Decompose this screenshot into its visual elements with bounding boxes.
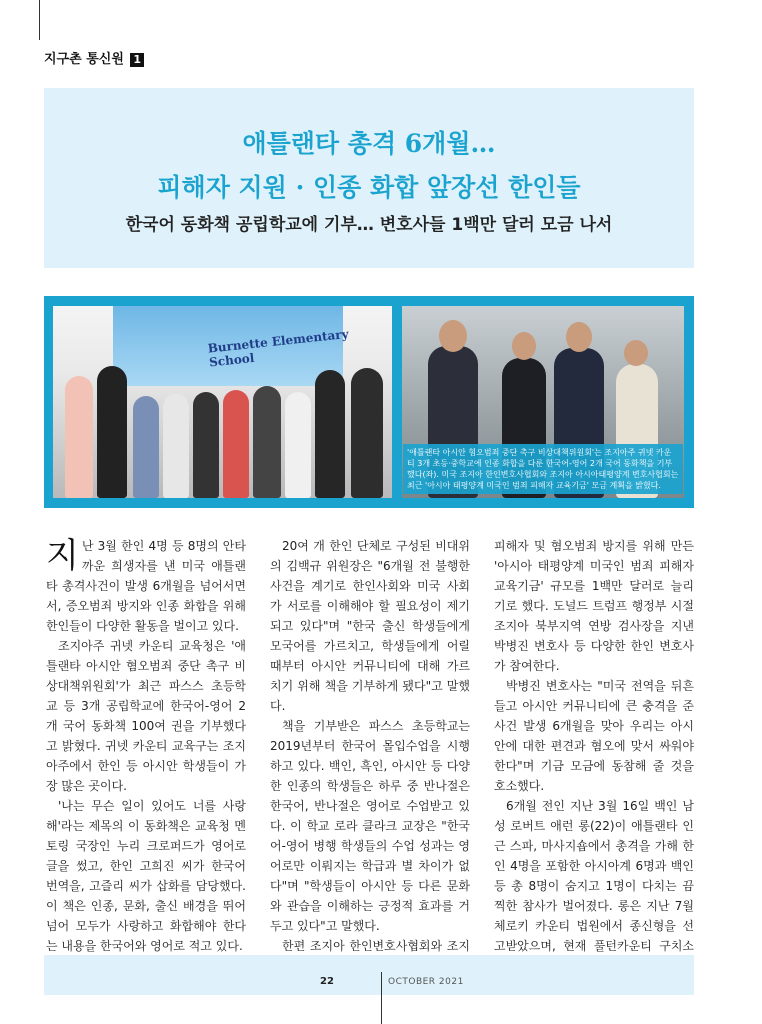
person-head (624, 340, 648, 366)
article-column-2 (270, 536, 470, 996)
person-figure (65, 376, 93, 498)
school-banner: Burnette Elementary School (207, 326, 350, 370)
photo-frame (44, 296, 694, 508)
footer-rule (381, 972, 382, 1024)
lawyers-photo (402, 306, 684, 498)
person-head (566, 322, 592, 352)
section-label-text: 지구촌 통신원 (44, 52, 124, 67)
paragraph: '나는 무슨 일이 있어도 너를 사랑해'라는 제목의 이 동화책은 교육청 멘토링 국장인 누리 크로퍼드가 영어로 글을 썼고, 한인 고희진 씨가 한국어 번역을, 고즐리 씨가 삽화를 담당했다. 이 책은 인종, 문화, 출신 배경을 뛰어넘어 모두가 사랑하고 화합해야 한다는 내용을 한국어와 영어로 적고 있다. (46, 799, 246, 953)
person-figure (163, 394, 189, 498)
person-head (439, 320, 467, 352)
paragraph: 책을 기부받은 파스스 초등학교는 2019년부터 한국어 몰입수업을 시행하고 있다. 백인, 흑인, 아시안 등 다양한 인종의 학생들은 하루 중 반나절은 한국어, 반나절은 영어로 수업받고 있다. 이 학교 로라 클라크 교장은 "한국어-영어 병행 학생들의 수업 성과는 영어로만 이뤄지는 학급과 별 차이가 없다"며 "학생들이 아시안 등 다른 문화와 관습을 이해하는 긍정적 효과를 거두고 있다"고 말했다. (270, 719, 470, 933)
person-figure (285, 392, 311, 498)
person-figure (193, 392, 219, 498)
paragraph: 한편 조지아 한인변호사협회와 조지 (282, 939, 470, 953)
headline-box (44, 88, 694, 268)
paragraph-text: 난 3월 한인 4명 등 8명의 안타까운 희생자를 낸 미국 애틀랜타 총격사건이 발생 6개월을 넘어서면서, 증오범죄 방지와 인종 화합을 위해 한인들이 다양한 활동을 벌이고 있다. (46, 539, 246, 633)
photo-caption: '애틀랜타 아시안 혐오범죄 중단 촉구 비상대책위원회'는 조지아주 귀넷 카운티 3개 초등·중학교에 인종 화합을 다룬 한국어-영어 2개 국어 동화책을 기부했다(좌). 미국 조지아 한인변호사협회와 조지아 아시아태평양계 변호사협회는 최근 '아시아 태평양계 미국인 범죄 피해자 교육기금' 모금 계획을 밝혔다. (403, 444, 683, 494)
section-label (44, 48, 144, 67)
paragraph: 조지아주 귀넷 카운티 교육청은 '애틀랜타 아시안 혐오범죄 중단 촉구 비상대책위원회'가 최근 파스스 초등학교 등 3개 공립학교에 한국어-영어 2개 국어 동화책 100여 권을 기부했다고 밝혔다. 귀넷 카운티 교육구는 조지아주에서 한인 등 아시안 학생들이 가장 많은 곳이다. (46, 639, 246, 793)
article-column-1 (46, 536, 246, 956)
paragraph: 박병진 변호사는 "미국 전역을 뒤흔들고 아시안 커뮤니티에 큰 충격을 준 사건 발생 6개월을 맞아 우리는 아시안에 대한 편견과 혐오에 맞서 싸워야 한다"며 기금 모금에 동참해 줄 것을 호소했다. (494, 679, 694, 793)
paragraph (46, 536, 246, 636)
person-figure (223, 390, 249, 498)
subheadline: 한국어 동화책 공립학교에 기부… 변호사들 1백만 달러 모금 나서 (125, 215, 613, 235)
paragraph: 20여 개 한인 단체로 구성된 비대위의 김백규 위원장은 "6개월 전 불행한 사건을 계기로 한인사회와 미국 사회가 서로를 이해해야 할 필요성이 제기되고 있다"며 "한국 출신 학생들에게 모국어를 가르치고, 학생들에게 어릴 때부터 아시안 커뮤니티에 대해 가르치기 위해 책을 기부하게 됐다"고 말했다. (270, 539, 470, 713)
top-rule (39, 0, 40, 40)
article-column-3 (494, 536, 694, 996)
paragraph: 피해자 및 혐오범죄 방지를 위해 만든 '아시아 태평양계 미국인 범죄 피해자 교육기금' 규모를 1백만 달러로 늘리기로 했다. 도널드 트럼프 행정부 시절 조지아 북부지역 연방 검사장을 지낸 박병진 변호사 등 다양한 한인 변호사가 참여한다. (494, 539, 694, 673)
headline-line2: 피해자 지원 · 인종 화합 앞장선 한인들 (157, 173, 581, 202)
person-figure (351, 368, 383, 498)
person-figure (253, 386, 281, 498)
person-figure (133, 396, 159, 498)
issue-date: OCTOBER 2021 (388, 977, 464, 987)
person-figure (315, 370, 345, 498)
page-number: 22 (320, 976, 334, 987)
section-number: 1 (130, 53, 144, 67)
paragraph-text: 6개월 전인 지난 3월 16일 백인 남성 로버트 애런 롱(22)이 애틀랜타 인근 스파, 마사지숍에서 총격을 가해 한인 4명을 포함한 아시아계 6명과 백인 등 총 8명이 숨지고 1명이 다치는 끔찍한 참사가 벌어졌다. 롱은 지난 7월 체로키 카운티 법원에서 종신형을 선고받았으며, 현재 풀턴카운티 구치소 (494, 799, 694, 953)
school-photo (53, 306, 392, 498)
headline-line1: 애틀랜타 총격 6개월… (242, 129, 496, 158)
dropcap: 지 (46, 536, 79, 576)
person-figure (97, 366, 127, 498)
person-head (512, 332, 536, 360)
footer-bar (44, 955, 694, 995)
